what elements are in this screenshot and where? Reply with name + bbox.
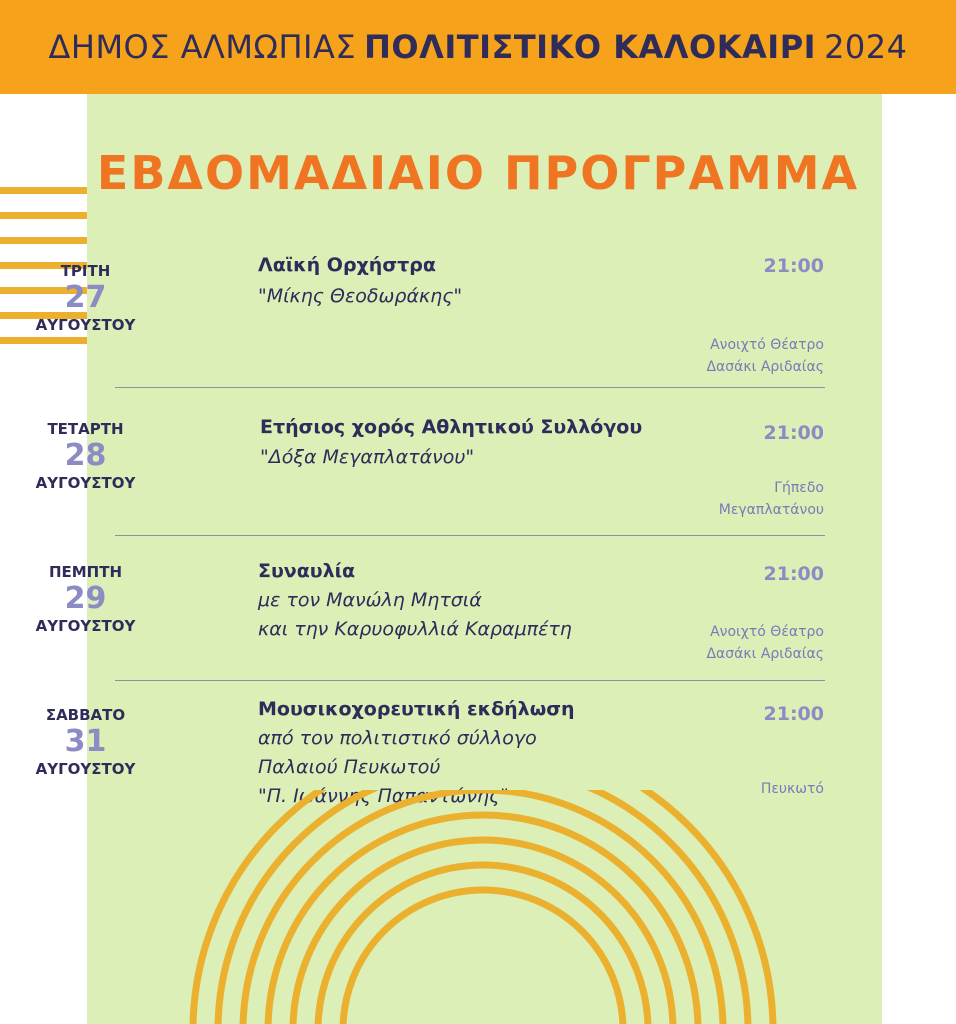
event-weekday: ΣΑΒΒΑΤΟ <box>45 706 126 724</box>
event-day-number: 27 <box>64 280 107 315</box>
header-festival-name: ΠΟΛΙΤΙΣΤΙΚΟ ΚΑΛΟΚΑΙΡΙ <box>364 28 817 66</box>
decorative-arcs <box>87 790 882 1024</box>
event-day-number: 31 <box>64 724 107 759</box>
event-details <box>258 282 462 311</box>
event-date <box>28 706 143 778</box>
event-day-number: 28 <box>64 438 107 473</box>
event-title: Μουσικοχορευτική εκδήλωση <box>258 698 575 720</box>
event-date <box>28 420 143 492</box>
event-detail-line: με τον Μανώλη Μητσιά <box>258 589 482 611</box>
header-year: 2024 <box>824 28 908 66</box>
event-detail-line: Παλαιού Πευκωτού <box>258 756 441 778</box>
event-time: 21:00 <box>763 563 824 585</box>
event-venue <box>706 621 824 665</box>
event-date <box>28 563 143 635</box>
venue-line: Δασάκι Αριδαίας <box>706 359 824 375</box>
stripe <box>0 337 87 344</box>
venue-line: Γήπεδο <box>774 480 824 496</box>
event-day-number: 29 <box>64 581 107 616</box>
event-title: Λαϊκή Ορχήστρα <box>258 254 436 276</box>
event-divider <box>115 680 825 681</box>
event-month: ΑΥΓΟΥΣΤΟΥ <box>35 760 136 778</box>
page-title: ΕΒΔΟΜΑΔΙΑΙΟ ΠΡΟΓΡΑΜΜΑ <box>96 146 860 200</box>
event-title: Ετήσιος χορός Αθλητικού Συλλόγου <box>260 416 643 438</box>
venue-line: Ανοιχτό Θέατρο <box>710 624 824 640</box>
header-bar <box>0 0 956 94</box>
event-month: ΑΥΓΟΥΣΤΟΥ <box>35 617 136 635</box>
event-venue <box>719 477 824 521</box>
venue-line: Δασάκι Αριδαίας <box>706 646 824 662</box>
event-month: ΑΥΓΟΥΣΤΟΥ <box>35 474 136 492</box>
event-weekday: ΤΡΙΤΗ <box>60 262 111 280</box>
event-month: ΑΥΓΟΥΣΤΟΥ <box>35 316 136 334</box>
stripe <box>0 237 87 244</box>
stripe <box>0 212 87 219</box>
header-municipality: ΔΗΜΟΣ ΑΛΜΩΠΙΑΣ <box>48 28 357 66</box>
event-detail-line: "Δόξα Μεγαπλατάνου" <box>260 446 475 468</box>
event-time: 21:00 <box>763 703 824 725</box>
event-divider <box>115 387 825 388</box>
event-title: Συναυλία <box>258 560 356 582</box>
event-detail-line: και την Καρυοφυλλιά Καραμπέτη <box>258 618 572 640</box>
event-detail-line: "Π. Ιωάννης Παπαντώνης" <box>258 785 509 807</box>
event-date <box>28 262 143 334</box>
event-weekday: ΠΕΜΠΤΗ <box>48 563 123 581</box>
event-details <box>258 586 572 644</box>
event-time: 21:00 <box>763 422 824 444</box>
venue-line: Μεγαπλατάνου <box>718 502 824 518</box>
venue-line: Πευκωτό <box>760 781 824 797</box>
event-detail-line: "Μίκης Θεοδωράκης" <box>258 285 463 307</box>
event-time: 21:00 <box>763 255 824 277</box>
venue-line: Ανοιχτό Θέατρο <box>710 337 824 353</box>
event-detail-line: από τον πολιτιστικό σύλλογο <box>258 727 537 749</box>
arc <box>343 890 623 1024</box>
event-divider <box>115 535 825 536</box>
event-weekday: ΤΕΤΑΡΤΗ <box>47 420 124 438</box>
event-details <box>260 443 474 472</box>
event-venue <box>706 334 824 378</box>
